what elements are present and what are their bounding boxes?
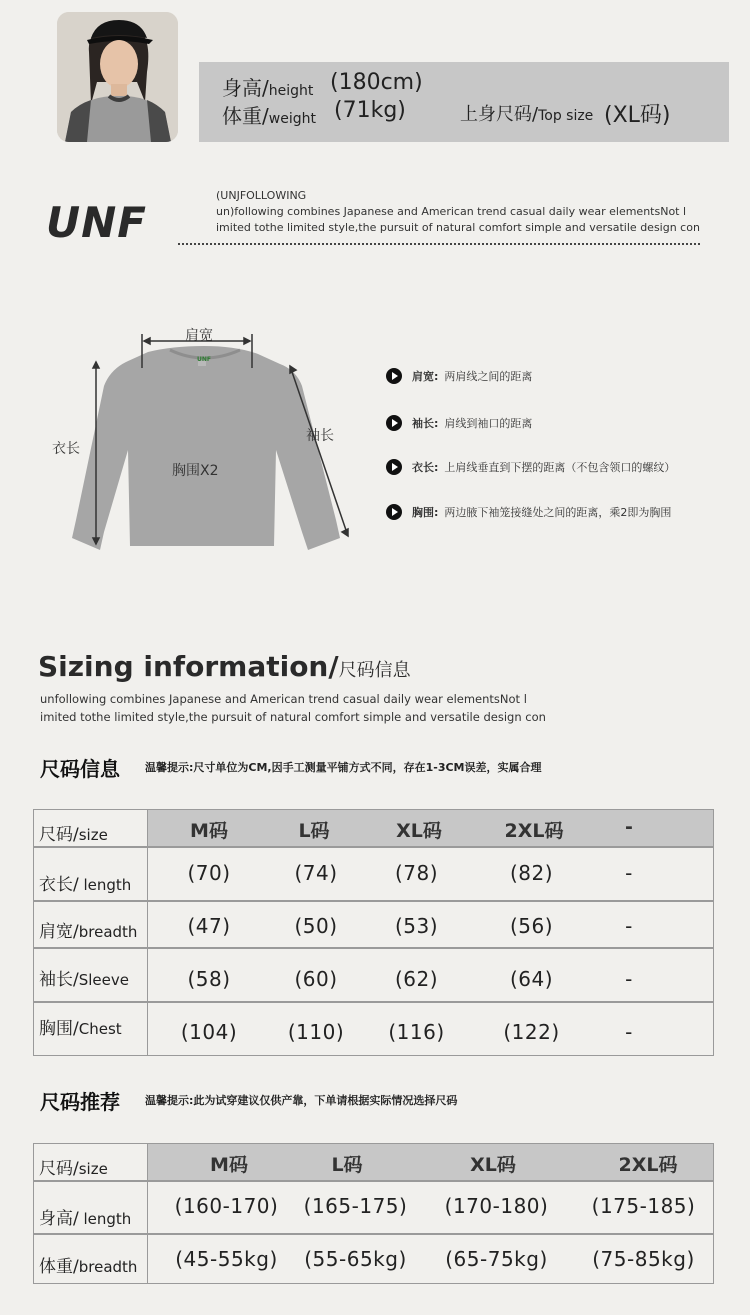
- note-length: 衣长: 上肩线垂直到下摆的距离（不包含领口的螺纹）: [386, 459, 675, 475]
- table-cell: (75-85kg): [592, 1247, 695, 1271]
- table-cell: (160-170): [174, 1194, 279, 1218]
- table-cell: (175-185): [591, 1194, 696, 1218]
- table-cell: (50): [294, 914, 338, 938]
- table-cell: (70): [187, 861, 231, 885]
- recommend-table-note: 温馨提示:此为试穿建议仅供产靠，下单请根据实际情况选择尺码: [145, 1094, 458, 1107]
- col-m: M码: [210, 1154, 248, 1176]
- table-cell: -: [625, 914, 633, 938]
- size-table-note: 温馨提示:尺寸单位为CM,因手工测量平铺方式不同，存在1-3CM误差，实属合理: [145, 761, 542, 774]
- brand-description: (UNJFOLLOWING un)following combines Japanese and American trend casual daily wear elementsNot l imited tothe limited style,the pursuit of natural comfort simple and versatile design con: [216, 189, 700, 234]
- sizing-title: Sizing information/尺码信息: [38, 650, 411, 683]
- row-weight-label: 体重/breadth: [39, 1257, 138, 1277]
- table-cell: (47): [187, 914, 231, 938]
- recommend-header-label: 尺码/size: [39, 1159, 108, 1179]
- note-sleeve: 袖长: 肩线到袖口的距离: [386, 415, 532, 431]
- height-label: 身高/height: [222, 76, 314, 100]
- sleeve-label: 袖长: [306, 428, 334, 444]
- table-cell: (60): [294, 967, 338, 991]
- table-cell: (56): [509, 914, 554, 938]
- col-extra: -: [625, 816, 633, 838]
- divider: [178, 243, 700, 245]
- sizing-description: unfollowing combines Japanese and American trend casual daily wear elementsNot l imited tothe limited style,the pursuit of natural comfort simple and versatile design con: [40, 692, 546, 724]
- play-icon: [386, 415, 402, 431]
- table-cell: -: [625, 967, 633, 991]
- col-m: M码: [190, 820, 228, 842]
- size-header-label: 尺码/size: [39, 825, 108, 845]
- recommend-table-title: 尺码推荐: [40, 1090, 120, 1114]
- height-value: (180cm): [330, 70, 423, 95]
- col-l: L码: [298, 820, 330, 842]
- row-height-label: 身高/ length: [39, 1209, 132, 1229]
- size-table: [33, 809, 714, 1056]
- play-icon: [386, 368, 402, 384]
- size-table-title: 尺码信息: [40, 757, 120, 781]
- top-size-label: 上身尺码/Top size: [460, 104, 594, 125]
- play-icon: [386, 504, 402, 520]
- table-cell: (55-65kg): [304, 1247, 407, 1271]
- table-cell: -: [625, 861, 633, 885]
- note-shoulder: 肩宽: 两肩线之间的距离: [386, 368, 532, 384]
- table-cell: (165-175): [303, 1194, 408, 1218]
- weight-label: 体重/weight: [222, 104, 316, 128]
- table-cell: (74): [294, 861, 338, 885]
- table-cell: (62): [394, 967, 439, 991]
- row-sleeve-label: 袖长/Sleeve: [39, 970, 129, 990]
- table-cell: -: [625, 1020, 633, 1044]
- col-xl: XL码: [470, 1154, 516, 1176]
- col-2xl: 2XL码: [618, 1154, 678, 1176]
- chest-label: 胸围X2: [172, 463, 219, 479]
- row-chest-label: 胸围/Chest: [39, 1019, 122, 1039]
- table-cell: (122): [503, 1020, 560, 1044]
- recommend-table: [33, 1143, 714, 1284]
- brand-logo: UNF: [46, 198, 147, 247]
- weight-value: (71kg): [334, 98, 406, 123]
- shoulder-label: 肩宽: [185, 328, 213, 344]
- table-cell: (116): [388, 1020, 445, 1044]
- table-cell: (45-55kg): [175, 1247, 278, 1271]
- table-cell: (104): [180, 1020, 238, 1044]
- note-chest: 胸围: 两边腋下袖笼接缝处之间的距离，乘2即为胸围: [386, 504, 671, 520]
- garment-logo-tag: UNF: [197, 356, 211, 363]
- col-l: L码: [331, 1154, 363, 1176]
- play-icon: [386, 459, 402, 475]
- table-cell: (58): [187, 967, 231, 991]
- row-breadth-label: 肩宽/breadth: [39, 922, 138, 942]
- table-cell: (65-75kg): [445, 1247, 548, 1271]
- col-2xl: 2XL码: [504, 820, 564, 842]
- row-length-label: 衣长/ length: [39, 875, 132, 895]
- model-photo: [57, 12, 178, 142]
- table-cell: (78): [394, 861, 439, 885]
- length-label: 衣长: [52, 441, 80, 457]
- table-cell: (110): [287, 1020, 345, 1044]
- table-cell: (64): [509, 967, 554, 991]
- table-cell: (82): [509, 861, 554, 885]
- col-xl: XL码: [396, 820, 442, 842]
- table-cell: (170-180): [444, 1194, 549, 1218]
- table-cell: (53): [394, 914, 439, 938]
- top-size-value: (XL码): [604, 103, 671, 128]
